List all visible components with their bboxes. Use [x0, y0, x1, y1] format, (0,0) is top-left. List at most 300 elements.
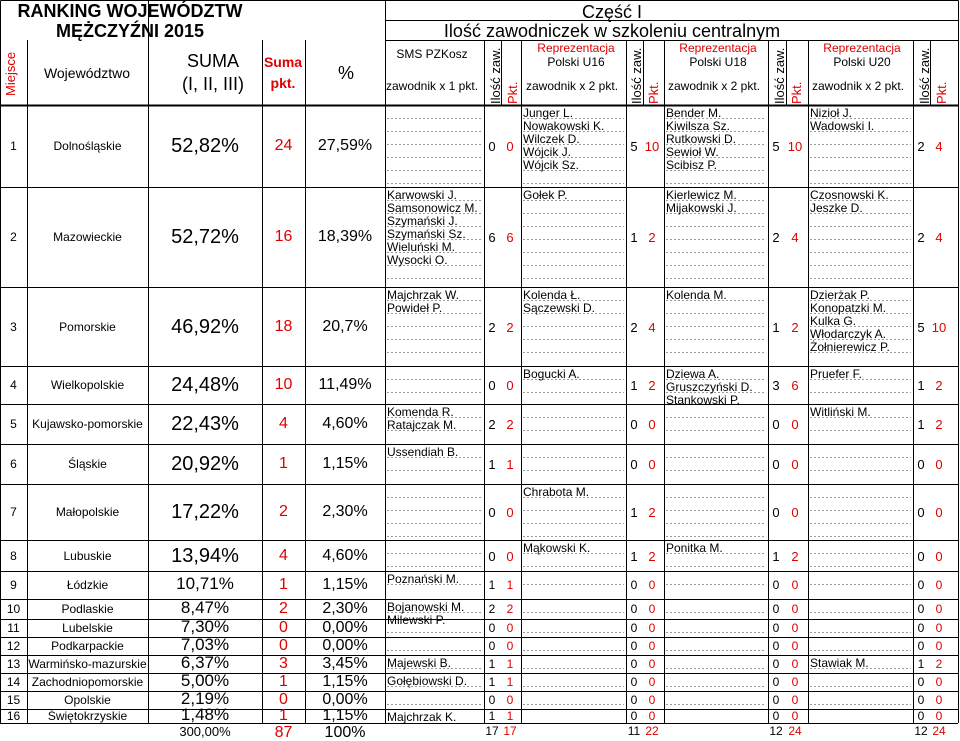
points-cell: 4: [279, 415, 288, 432]
u16-points-cell: 4: [648, 319, 656, 335]
sms-points-cell: 2: [506, 417, 514, 432]
sms-points-cell: 0: [506, 378, 514, 393]
sms-count-cell: 1: [488, 709, 496, 723]
voivodeship-cell: Pomorskie: [59, 319, 116, 334]
title-line2: MĘŻCZYŹNI 2015: [55, 21, 205, 41]
player-name: Junger L.: [523, 106, 574, 120]
points-cell: 1: [279, 673, 288, 690]
percent-cell: 0,00%: [322, 619, 368, 636]
rank-cell: 2: [10, 230, 17, 244]
u18-points-cell: 2: [791, 548, 799, 564]
player-name: Szymański Sz.: [387, 227, 466, 241]
rank-cell: 16: [6, 709, 21, 723]
player-name: Konopatzki M.: [810, 301, 887, 315]
player-name: Milewski P.: [387, 613, 446, 627]
u16-count-cell: 1: [630, 505, 638, 520]
total-sms-points: 17: [503, 724, 517, 738]
percent-cell: 1,15%: [322, 455, 368, 472]
voivodeship-cell: Mazowieckie: [53, 230, 122, 244]
player-name: Żołnierewicz P.: [810, 340, 890, 354]
voivodeship-cell: Warmińsko-mazurskie: [28, 657, 147, 671]
u16-count-cell: 0: [630, 417, 638, 432]
u20-points-cell: 0: [935, 621, 943, 635]
percent-cell: 0,00%: [322, 691, 368, 708]
suma-cell: 22,43%: [171, 413, 239, 435]
points-cell: 10: [274, 376, 293, 393]
u16-count-cell: 0: [630, 578, 638, 592]
u20-points-cell: 0: [935, 505, 943, 520]
player-name: Nizioł J.: [810, 106, 853, 120]
u16-header-1: Reprezentacja: [537, 41, 615, 55]
u16-points-cell: 2: [648, 378, 656, 393]
u16-count-cell: 1: [630, 378, 638, 393]
u18-count-cell: 2: [772, 230, 780, 245]
u16-count-cell: 2: [630, 319, 638, 335]
percent-cell: 2,30%: [322, 600, 368, 617]
sms-count-cell: 2: [488, 319, 496, 335]
total-percent: 100%: [324, 724, 366, 741]
suma-cell: 46,92%: [171, 315, 239, 338]
u16-count-cell: 0: [630, 602, 638, 616]
u20-points-cell: 0: [935, 457, 943, 472]
u20-count-cell: 0: [917, 505, 925, 520]
u16-points-cell: 2: [648, 230, 656, 245]
u20-points-cell: 4: [935, 230, 943, 245]
total-u16-points: 22: [645, 724, 659, 738]
voivodeship-cell: Podlaskie: [61, 602, 114, 616]
u20-count-cell: 0: [917, 578, 925, 592]
sms-points-cell: 0: [506, 505, 514, 520]
sms-points-cell: 1: [506, 578, 514, 592]
sms-count-cell: 0: [488, 693, 496, 707]
sms-count-cell: 2: [488, 602, 496, 616]
player-name: Majchrzak W.: [387, 288, 460, 302]
rank-cell: 9: [10, 578, 17, 592]
u18-count-cell: 5: [772, 139, 780, 154]
u20-pts-header: Pkt.: [934, 81, 949, 104]
u16-points-cell: 0: [648, 709, 656, 723]
voivodeship-cell: Zachodniopomorskie: [31, 675, 144, 689]
player-name: Jeszke D.: [810, 201, 863, 215]
rank-cell: 12: [6, 639, 21, 653]
percent-cell: 27,59%: [317, 137, 373, 154]
sms-count-cell: 0: [488, 639, 496, 653]
u20-points-cell: 0: [935, 639, 943, 653]
player-name: Wadowski I.: [810, 119, 875, 133]
u20-points-cell: 2: [935, 657, 943, 671]
suma-cell: 7,03%: [180, 635, 230, 654]
u18-header-2: Polski U18: [689, 55, 747, 69]
percent-cell: 1,15%: [322, 707, 368, 724]
u18-points-cell: 0: [791, 505, 799, 520]
suma-cell: 2,19%: [180, 689, 230, 708]
points-cell: 24: [274, 137, 293, 154]
u18-points-cell: 0: [791, 578, 799, 592]
total-u18-count: 12: [769, 724, 783, 738]
u20-count-cell: 0: [917, 709, 925, 723]
player-name: Powideł P.: [387, 301, 443, 315]
suma-cell: 24,48%: [171, 374, 239, 396]
part-label: Część I: [581, 2, 643, 22]
u18-count-cell: 1: [772, 319, 780, 335]
u18-count-cell: 0: [772, 505, 780, 520]
u20-count-cell: 0: [917, 602, 925, 616]
u18-points-cell: 0: [791, 693, 799, 707]
u16-pts-header: Pkt.: [646, 81, 661, 104]
col-percent-header: %: [337, 63, 355, 83]
player-name: Kulka G.: [810, 314, 857, 328]
u16-points-cell: 2: [648, 548, 656, 564]
player-name: Kierlewicz M.: [666, 188, 737, 202]
u18-count-cell: 0: [772, 693, 780, 707]
points-cell: 1: [279, 455, 288, 472]
u16-count-cell: 0: [630, 675, 638, 689]
voivodeship-cell: Opolskie: [64, 693, 111, 707]
player-name: Włodarczyk A.: [810, 327, 887, 341]
title-line1: RANKING WOJEWÓDZTW: [17, 1, 243, 21]
u16-count-cell: 0: [630, 621, 638, 635]
sms-count-cell: 1: [488, 578, 496, 592]
u18-points-cell: 10: [787, 139, 803, 154]
u16-points-cell: 0: [648, 657, 656, 671]
u18-points-cell: 6: [791, 378, 799, 393]
u20-header-2: Polski U20: [833, 55, 891, 69]
u16-points-cell: 0: [648, 602, 656, 616]
player-name: Witliński M.: [810, 405, 871, 419]
u18-count-cell: 0: [772, 602, 780, 616]
u18-count-cell: 3: [772, 378, 780, 393]
sms-points-cell: 0: [506, 139, 514, 154]
u20-points-cell: 0: [935, 578, 943, 592]
suma-cell: 7,30%: [180, 617, 230, 636]
rank-cell: 7: [10, 505, 17, 519]
voivodeship-cell: Kujawsko-pomorskie: [32, 417, 143, 431]
player-name: Ponitka M.: [666, 541, 723, 555]
player-name: Dzierżak P.: [810, 288, 870, 302]
voivodeship-cell: Dolnośląskie: [53, 139, 122, 153]
col-rank-header: Miejsce: [3, 51, 18, 97]
rank-cell: 6: [10, 457, 17, 471]
player-name: Szymański J.: [387, 214, 458, 228]
suma-cell: 17,22%: [171, 501, 239, 523]
player-name: Komenda R.: [387, 405, 454, 419]
points-cell: 2: [279, 503, 288, 520]
rank-cell: 5: [10, 417, 17, 431]
player-name: Sewioł W.: [666, 145, 719, 159]
suma-cell: 13,94%: [171, 544, 239, 567]
u16-points-cell: 0: [648, 621, 656, 635]
u18-subheader: zawodnik x 2 pkt.: [667, 79, 761, 93]
rank-cell: 14: [6, 675, 21, 689]
u18-points-cell: 0: [791, 709, 799, 723]
sms-count-cell: 2: [488, 417, 496, 432]
player-name: Gołek P.: [523, 188, 568, 202]
player-name: Pruefer F.: [810, 367, 863, 381]
suma-cell: 8,47%: [180, 598, 230, 617]
u18-pts-header: Pkt.: [789, 81, 804, 104]
player-name: Kolenda Ł.: [523, 288, 581, 302]
percent-cell: 3,45%: [322, 655, 368, 672]
u20-points-cell: 4: [935, 139, 943, 154]
u20-count-cell: 0: [917, 621, 925, 635]
u18-points-cell: 0: [791, 602, 799, 616]
voivodeship-cell: Śląskie: [68, 457, 107, 471]
u20-count-header: Ilość zaw.: [917, 47, 932, 104]
u16-count-cell: 0: [630, 709, 638, 723]
player-name: Ratajczak M.: [387, 418, 457, 432]
sms-subheader: zawodnik x 1 pkt.: [385, 79, 479, 93]
player-name: Mąkowski K.: [523, 541, 591, 555]
sms-pts-header: Pkt.: [505, 81, 520, 104]
player-name: Samsonowicz M.: [387, 201, 478, 215]
u20-count-cell: 1: [917, 378, 925, 393]
voivodeship-cell: Lubuskie: [63, 548, 112, 563]
u16-points-cell: 0: [648, 693, 656, 707]
player-name: Poznański M.: [387, 572, 460, 586]
rank-cell: 1: [10, 139, 17, 153]
u18-count-header: Ilość zaw.: [772, 47, 787, 104]
u18-count-cell: 0: [772, 621, 780, 635]
u18-points-cell: 0: [791, 657, 799, 671]
player-name: Wieluński M.: [387, 240, 456, 254]
sms-count-cell: 0: [488, 621, 496, 635]
sms-points-cell: 1: [506, 457, 514, 472]
u20-points-cell: 0: [935, 709, 943, 723]
suma-cell: 52,72%: [171, 226, 239, 248]
suma-cell: 6,37%: [180, 653, 230, 672]
sms-points-cell: 0: [506, 639, 514, 653]
sms-count-cell: 0: [488, 505, 496, 520]
points-cell: 0: [279, 691, 288, 708]
u20-points-cell: 10: [931, 319, 947, 335]
sms-count-header: Ilość zaw.: [488, 47, 503, 104]
rank-cell: 8: [10, 548, 17, 563]
col-voivodeship-header: Województwo: [43, 65, 131, 81]
sms-points-cell: 0: [506, 548, 514, 564]
voivodeship-cell: Łódzkie: [66, 578, 109, 592]
col-suma-header-1: SUMA: [186, 51, 240, 71]
player-name: Nowakowski K.: [523, 119, 605, 133]
player-name: Kolenda M.: [666, 288, 727, 302]
u16-count-cell: 1: [630, 230, 638, 245]
suma-cell: 5,00%: [180, 671, 230, 690]
u16-points-cell: 0: [648, 457, 656, 472]
u18-header-1: Reprezentacja: [679, 41, 757, 55]
percent-cell: 11,49%: [318, 376, 372, 393]
u16-header-2: Polski U16: [547, 55, 605, 69]
u18-points-cell: 2: [791, 319, 799, 335]
sms-points-cell: 2: [506, 319, 514, 335]
player-name: Bogucki A.: [523, 367, 580, 381]
sms-points-cell: 1: [506, 675, 514, 689]
total-sms-count: 17: [485, 724, 499, 738]
voivodeship-cell: Małopolskie: [55, 505, 120, 519]
sms-points-cell: 0: [506, 693, 514, 707]
u16-points-cell: 0: [648, 675, 656, 689]
points-cell: 1: [279, 576, 288, 593]
u16-points-cell: 0: [648, 639, 656, 653]
u16-count-cell: 0: [630, 657, 638, 671]
suma-cell: 20,92%: [171, 453, 239, 475]
player-name: Stawiak M.: [810, 656, 869, 670]
percent-cell: 2,30%: [322, 503, 368, 520]
player-name: Bender M.: [666, 106, 722, 120]
u20-count-cell: 1: [917, 417, 925, 432]
u16-subheader: zawodnik x 2 pkt.: [525, 79, 619, 93]
u18-count-cell: 0: [772, 578, 780, 592]
percent-cell: 1,15%: [322, 576, 368, 593]
u16-count-cell: 1: [630, 548, 638, 564]
u16-count-cell: 5: [630, 139, 638, 154]
u16-points-cell: 10: [644, 139, 660, 154]
player-name: Dziewa A.: [666, 367, 720, 381]
u20-count-cell: 0: [917, 693, 925, 707]
total-u16-count: 11: [627, 724, 641, 738]
u20-points-cell: 2: [935, 378, 943, 393]
u18-points-cell: 0: [791, 639, 799, 653]
player-name: Czosnowski K.: [810, 188, 889, 202]
u16-points-cell: 0: [648, 417, 656, 432]
u18-count-cell: 0: [772, 709, 780, 723]
u20-points-cell: 0: [935, 548, 943, 564]
player-name: Ussendiah B.: [387, 445, 459, 459]
player-name: Wysocki O.: [387, 253, 448, 267]
percent-cell: 4,60%: [322, 415, 368, 432]
total-suma: 300,00%: [179, 724, 231, 739]
percent-cell: 20,7%: [322, 317, 368, 335]
percent-cell: 4,60%: [322, 546, 368, 564]
player-name: Scibisz P.: [666, 158, 718, 172]
player-name: Karwowski J.: [387, 188, 458, 202]
voivodeship-cell: Świętokrzyskie: [47, 709, 128, 723]
u20-points-cell: 2: [935, 417, 943, 432]
rank-cell: 10: [6, 602, 21, 616]
sms-header: SMS PZKosz: [396, 47, 468, 61]
u20-subheader: zawodnik x 2 pkt.: [811, 79, 905, 93]
total-u20-points: 24: [932, 724, 946, 738]
rank-cell: 4: [10, 378, 17, 392]
player-name: Gołębiowski D.: [387, 674, 468, 688]
sms-count-cell: 6: [488, 230, 496, 245]
player-name: Kiwilsza Sz.: [666, 119, 731, 133]
u20-count-cell: 5: [917, 319, 925, 335]
rank-cell: 11: [7, 621, 20, 635]
u16-count-header: Ilość zaw.: [629, 47, 644, 104]
player-name: Sączewski D.: [523, 301, 596, 315]
sms-points-cell: 6: [506, 230, 514, 245]
total-u20-count: 12: [914, 724, 928, 738]
u20-count-cell: 0: [917, 548, 925, 564]
sms-count-cell: 0: [488, 548, 496, 564]
suma-cell: 52,82%: [171, 135, 239, 157]
player-name: Majewski B.: [387, 656, 452, 670]
u20-count-cell: 1: [917, 657, 925, 671]
points-cell: 18: [274, 317, 293, 335]
sms-points-cell: 1: [506, 657, 514, 671]
total-points: 87: [274, 724, 293, 741]
player-name: Wilczek D.: [523, 132, 580, 146]
u20-header-1: Reprezentacja: [823, 41, 901, 55]
rank-cell: 13: [6, 657, 21, 671]
u16-points-cell: 2: [648, 505, 656, 520]
suma-cell: 1,48%: [180, 705, 230, 724]
u16-points-cell: 0: [648, 578, 656, 592]
u18-points-cell: 0: [791, 675, 799, 689]
u16-count-cell: 0: [630, 693, 638, 707]
player-name: Majchrzak K.: [387, 710, 457, 724]
player-name: Stankowski P.: [666, 393, 740, 407]
u18-count-cell: 0: [772, 417, 780, 432]
u18-count-cell: 0: [772, 639, 780, 653]
player-name: Wójcik J.: [523, 145, 571, 159]
u18-count-cell: 0: [772, 657, 780, 671]
player-name: Chrabota M.: [523, 485, 590, 499]
sms-count-cell: 0: [488, 378, 496, 393]
u20-points-cell: 0: [935, 693, 943, 707]
player-name: Rutkowski D.: [666, 132, 737, 146]
voivodeship-cell: Lubelskie: [62, 621, 113, 635]
points-cell: 3: [279, 655, 288, 672]
points-cell: 1: [279, 707, 288, 724]
points-cell: 4: [279, 546, 288, 564]
sms-count-cell: 1: [488, 675, 496, 689]
sms-count-cell: 0: [488, 139, 496, 154]
col-sumapkt-header-2: pkt.: [270, 75, 296, 91]
section-subtitle: Ilość zawodniczek w szkoleniu centralnym: [443, 21, 781, 41]
u16-count-cell: 0: [630, 639, 638, 653]
u20-count-cell: 0: [917, 457, 925, 472]
u18-count-cell: 0: [772, 675, 780, 689]
player-name: Bojanowski M.: [387, 600, 465, 614]
rank-cell: 15: [6, 693, 21, 707]
sms-count-cell: 1: [488, 657, 496, 671]
u20-count-cell: 2: [917, 230, 925, 245]
u20-count-cell: 0: [917, 639, 925, 653]
sms-points-cell: 0: [506, 621, 514, 635]
u16-count-cell: 0: [630, 457, 638, 472]
col-suma-header-2: (I, II, III): [182, 74, 244, 94]
points-cell: 0: [279, 619, 288, 636]
u20-count-cell: 0: [917, 675, 925, 689]
points-cell: 0: [279, 637, 288, 654]
player-name: Mijakowski J.: [666, 201, 737, 215]
sms-count-cell: 1: [488, 457, 496, 472]
points-cell: 2: [279, 600, 288, 617]
voivodeship-cell: Podkarpackie: [51, 639, 124, 653]
u20-points-cell: 0: [935, 602, 943, 616]
u18-points-cell: 0: [791, 457, 799, 472]
u18-count-cell: 0: [772, 457, 780, 472]
percent-cell: 18,39%: [317, 228, 373, 245]
points-cell: 16: [274, 228, 293, 245]
u18-count-cell: 1: [772, 548, 780, 564]
u18-points-cell: 4: [791, 230, 799, 245]
sms-points-cell: 2: [506, 602, 514, 616]
sms-points-cell: 1: [506, 709, 514, 723]
voivodeship-cell: Wielkopolskie: [50, 378, 125, 392]
rank-cell: 3: [10, 319, 17, 334]
u18-points-cell: 0: [791, 621, 799, 635]
player-name: Wójcik Sz.: [523, 158, 580, 172]
u20-count-cell: 2: [917, 139, 925, 154]
percent-cell: 0,00%: [322, 637, 368, 654]
u20-points-cell: 0: [935, 675, 943, 689]
suma-cell: 10,71%: [176, 574, 234, 593]
col-sumapkt-header-1: Suma: [263, 54, 303, 70]
player-name: Gruszczyński D.: [666, 380, 753, 394]
percent-cell: 1,15%: [322, 673, 368, 690]
u18-points-cell: 0: [791, 417, 799, 432]
